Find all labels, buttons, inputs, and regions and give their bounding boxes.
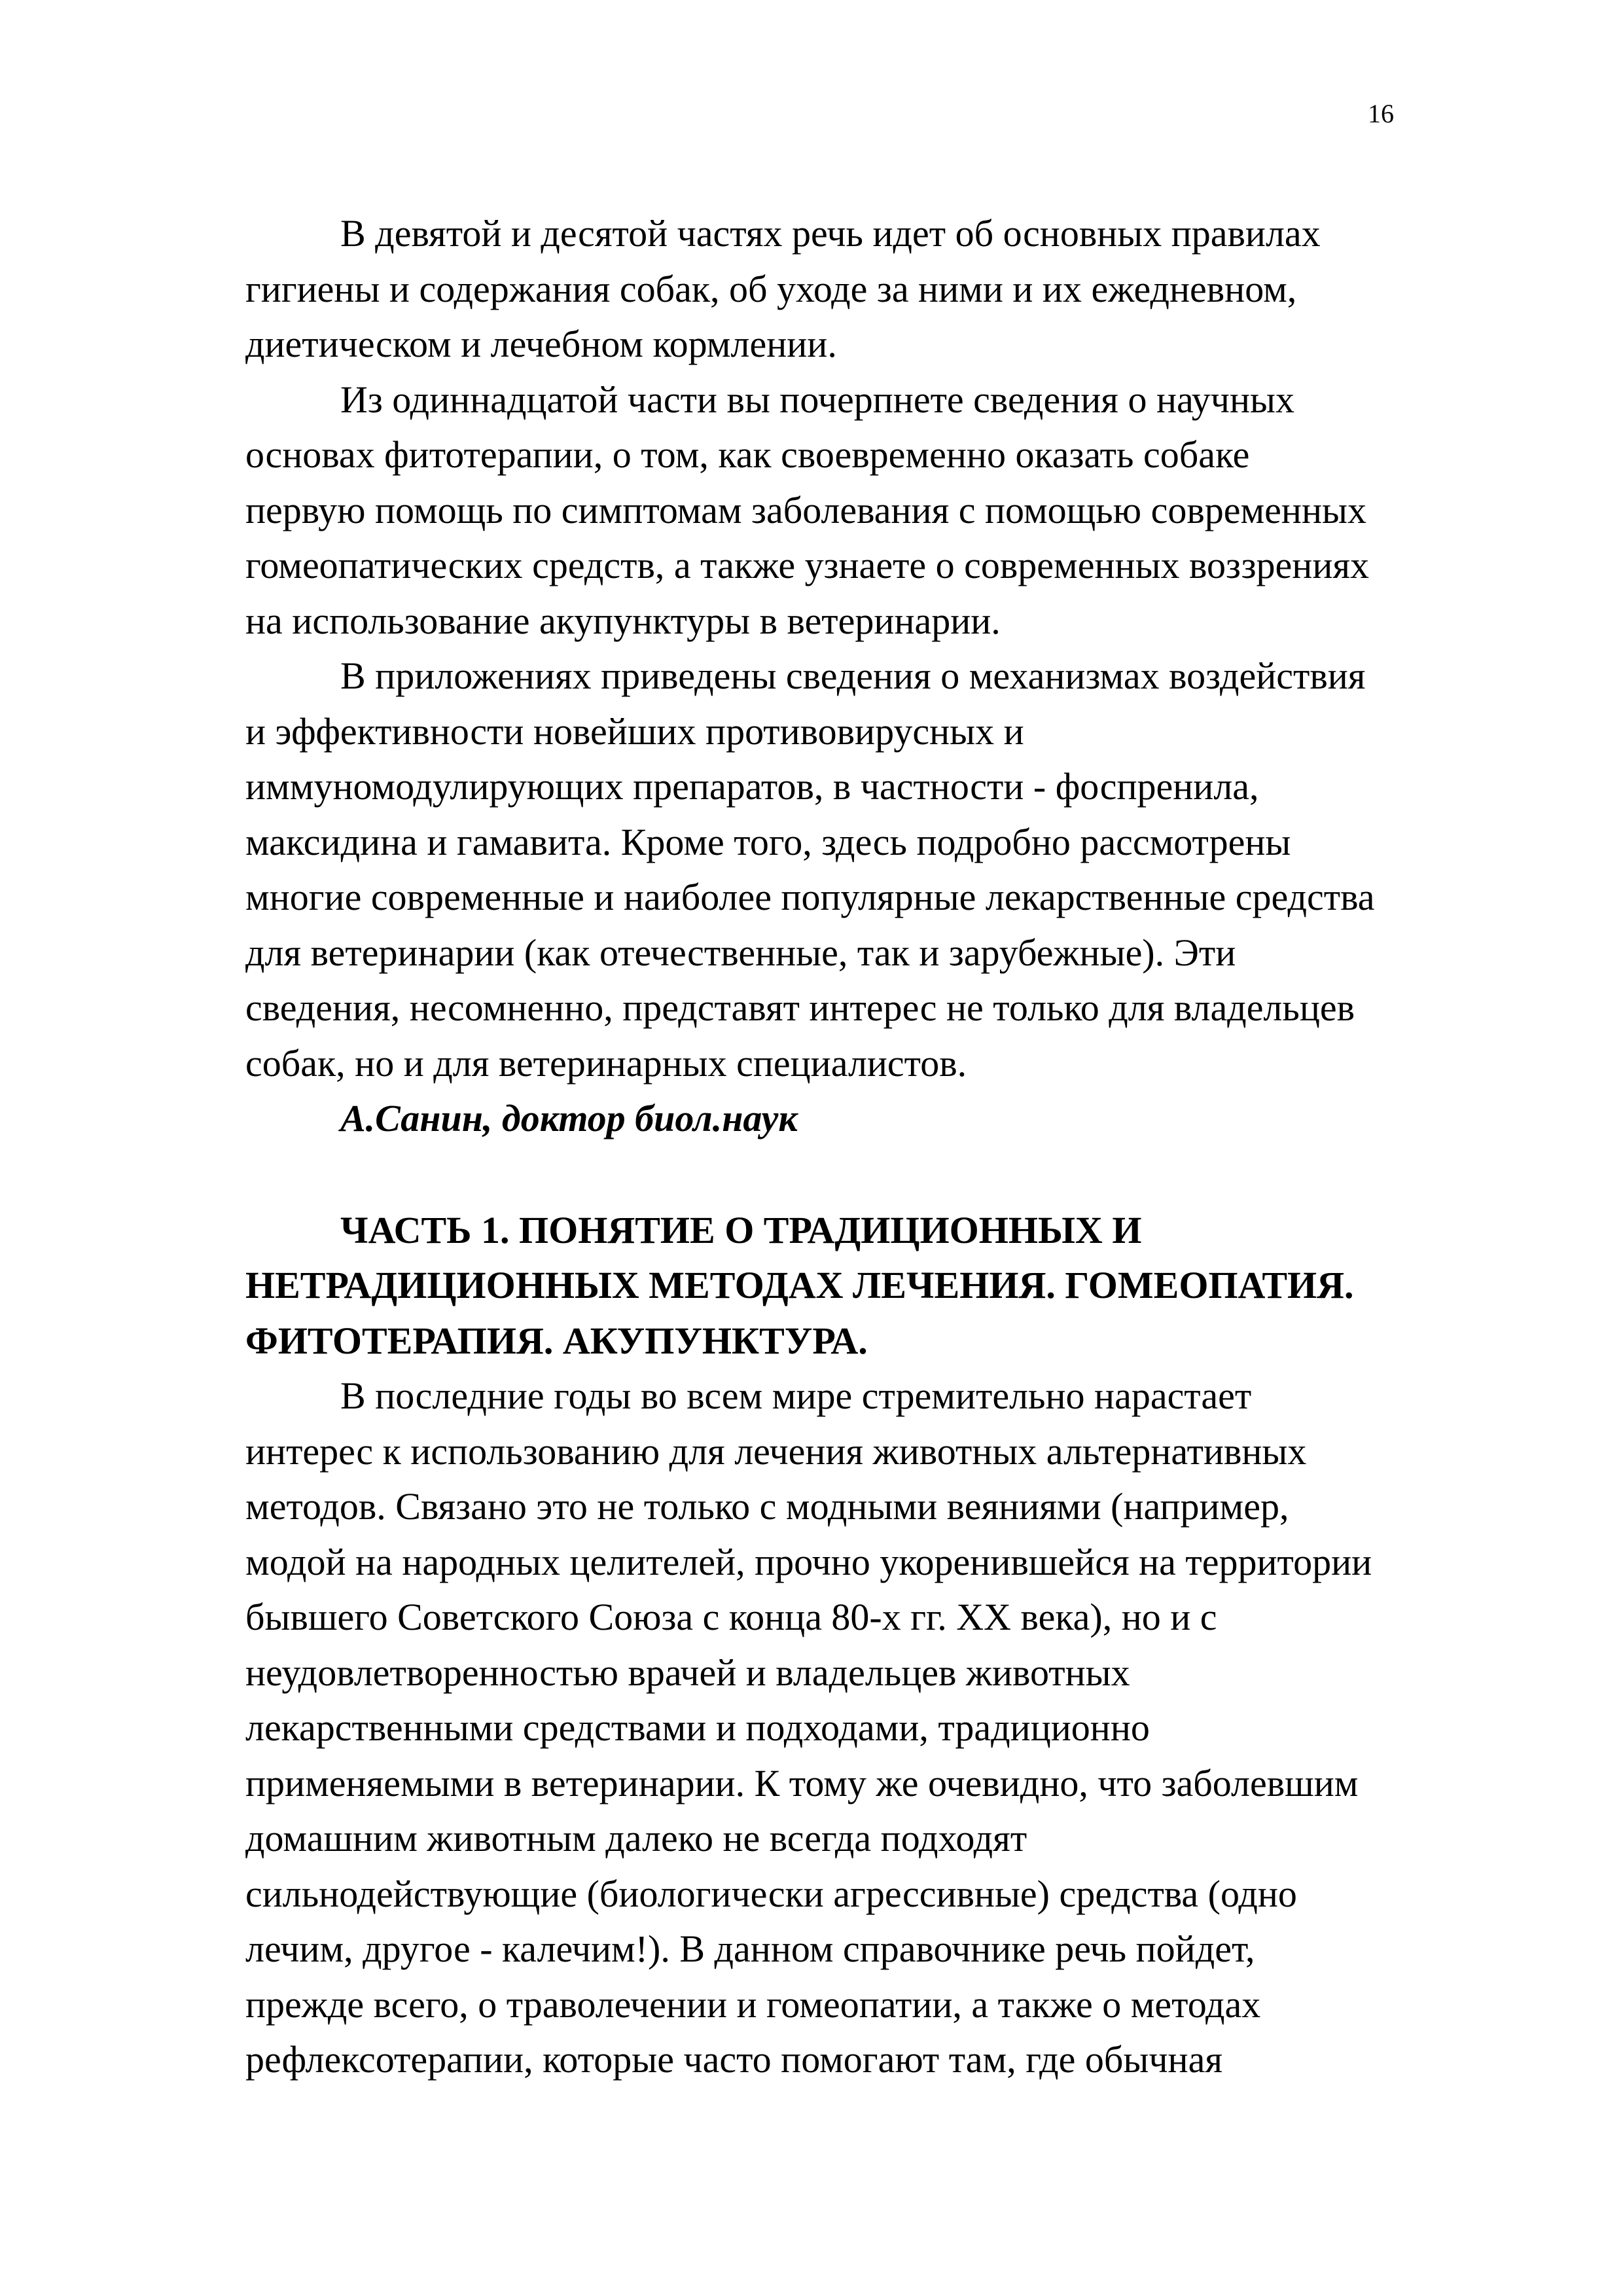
paragraph-line: В последние годы во всем мире стремительно нарастает [340, 1374, 1252, 1417]
page-number: 16 [1368, 99, 1394, 128]
paragraph-line: гигиены и содержания собак, об уходе за ними и их ежедневном, [245, 267, 1297, 310]
paragraph-line: рефлексотерапии, которые часто помогают там, где обычная [245, 2038, 1223, 2081]
paragraph-line: лекарственными средствами и подходами, традиционно [245, 1706, 1150, 1749]
paragraph-line: методов. Связано это не только с модными веяниями (например, [245, 1485, 1289, 1528]
paragraph-line: прежде всего, о траволечении и гомеопатии, а также о методах [245, 1982, 1261, 2026]
paragraph-line: бывшего Советского Союза с конца 80-х гг. ХХ века), но и с [245, 1596, 1217, 1638]
heading-line: ЧАСТЬ 1. ПОНЯТИЕ О ТРАДИЦИОННЫХ И [340, 1208, 1142, 1251]
paragraph-line: лечим, другое - калечим!). В данном справочнике речь пойдет, [245, 1928, 1255, 1970]
paragraph-line: домашним животным далеко не всегда подходят [245, 1817, 1027, 1859]
paragraph-line: диетическом и лечебном кормлении. [245, 323, 837, 365]
paragraph-line: модой на народных целителей, прочно укоренившейся на территории [245, 1540, 1372, 1583]
paragraph-line: иммуномодулирующих препаратов, в частности - фоспренила, [245, 765, 1259, 808]
heading-line: ФИТОТЕРАПИЯ. АКУПУНКТУРА. [245, 1319, 868, 1362]
paragraph-line: В приложениях приведены сведения о механизмах воздействия [340, 655, 1366, 697]
paragraph-line: В девятой и десятой частях речь идет об основных правилах [340, 212, 1321, 255]
paragraph-line: первую помощь по симптомам заболевания с помощью современных [245, 488, 1366, 531]
paragraph-line: собак, но и для ветеринарных специалистов. [245, 1041, 967, 1085]
paragraph-line: сильнодействующие (биологически агрессивные) средства (одно [245, 1872, 1297, 1915]
paragraph-line: на использование акупунктуры в ветеринарии. [245, 599, 1001, 642]
paragraph-line: интерес к использованию для лечения животных альтернативных [245, 1429, 1307, 1473]
paragraph-line: Из одиннадцатой части вы почерпнете сведения о научных [340, 378, 1294, 421]
paragraph-line: применяемыми в ветеринарии. К тому же очевидно, что заболевшим [245, 1761, 1359, 1804]
paragraph-line: неудовлетворенностью врачей и владельцев животных [245, 1651, 1130, 1694]
paragraph-line: максидина и гамавита. Кроме того, здесь подробно рассмотрены [245, 820, 1291, 863]
paragraph-line: и эффективности новейших противовирусных и [245, 709, 1024, 753]
paragraph-line: сведения, несомненно, представят интерес не только для владельцев [245, 986, 1355, 1029]
paragraph-line: многие современные и наиболее популярные лекарственные средства [245, 876, 1375, 918]
paragraph-line: для ветеринарии (как отечественные, так и зарубежные). Эти [245, 931, 1236, 974]
signature-line: А.Санин, доктор биол.наук [340, 1097, 798, 1139]
paragraph-line: основах фитотерапии, о том, как своевременно оказать собаке [245, 433, 1250, 476]
paragraph-line: гомеопатических средств, а также узнаете о современных воззрениях [245, 544, 1370, 586]
heading-line: НЕТРАДИЦИОННЫХ МЕТОДАХ ЛЕЧЕНИЯ. ГОМЕОПАТИЯ. [245, 1264, 1354, 1306]
